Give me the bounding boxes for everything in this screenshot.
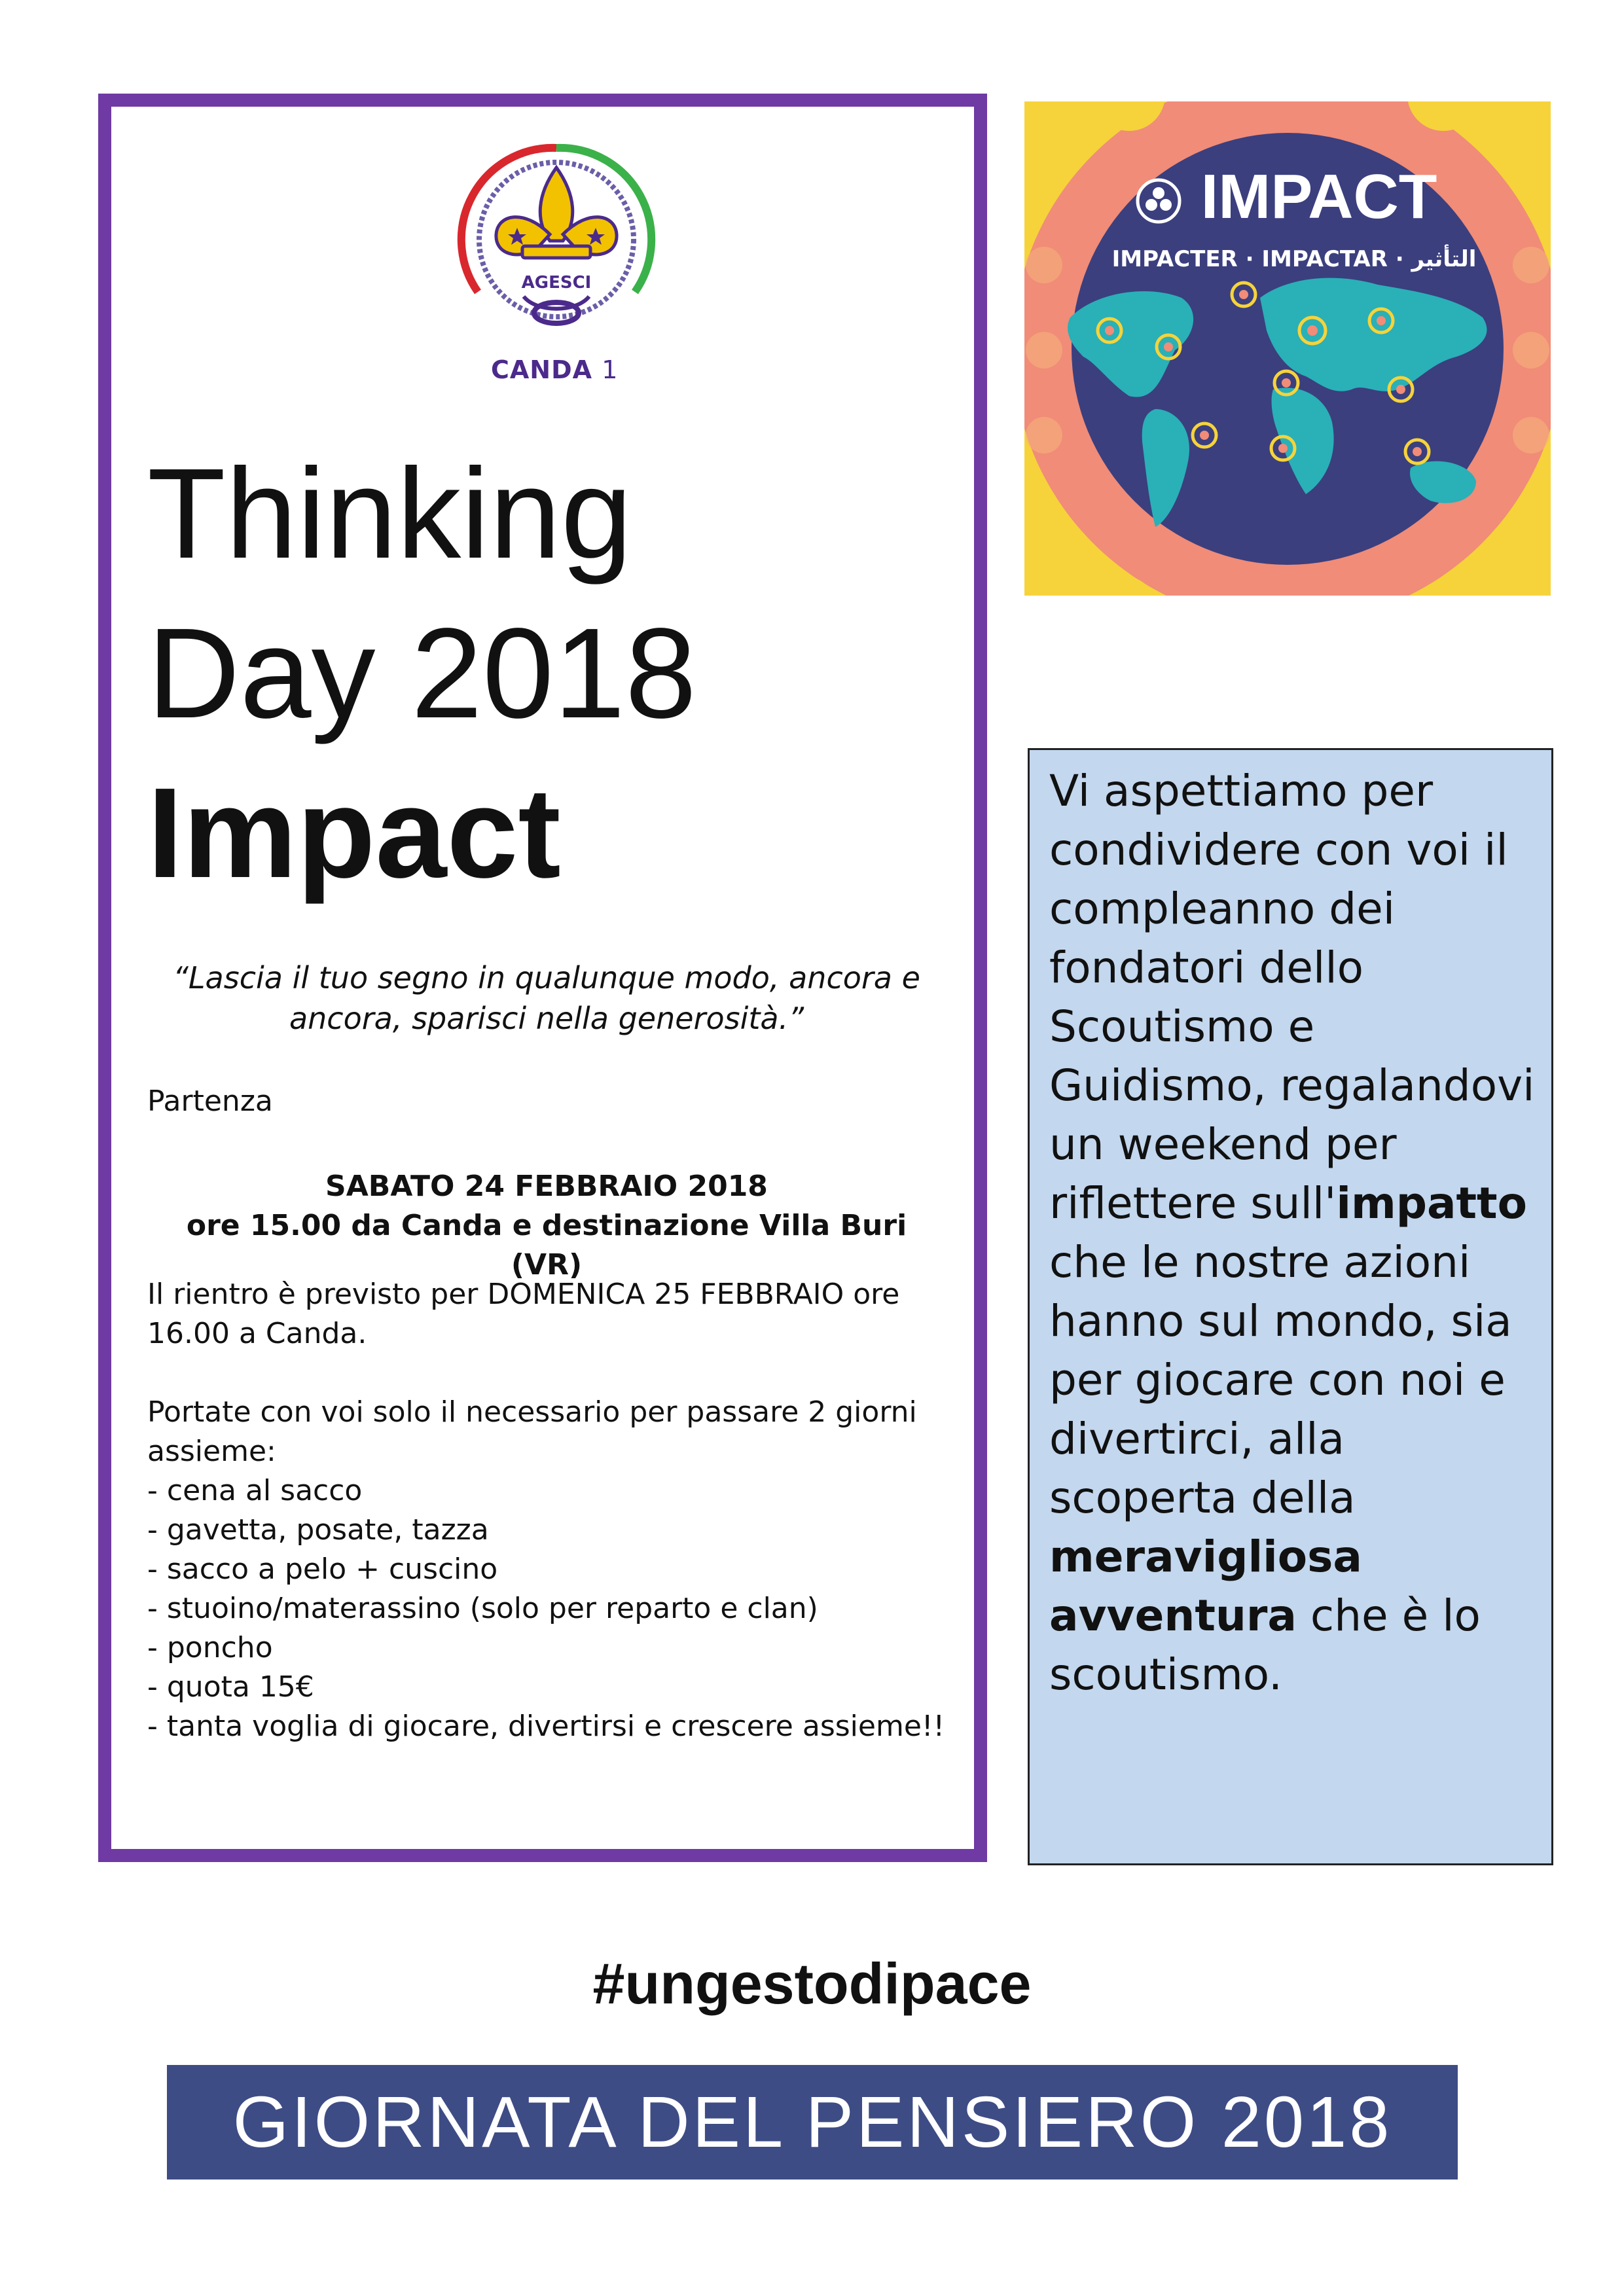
return-info: Il rientro è previsto per DOMENICA 25 FEBBRAIO ore 16.00 a Canda. [147,1278,900,1350]
invitation-text-part-1: Vi aspettiamo per condividere con voi il compleanno dei fondatori dello Scoutismo e Guidismo, regalandovi un weekend per riflettere sull' [1049,766,1535,1229]
poster-subtitle: IMPACTER · IMPACTAR · التأثير [1111,246,1477,272]
agesci-badge-text: AGESCI [521,273,592,293]
group-name [491,355,618,384]
packing-intro: Portate con voi solo il necessario per passare 2 giorni assieme: [147,1395,917,1468]
group-prefix: CANDA [491,355,593,384]
departure-date: SABATO 24 FEBBRAIO 2018 [325,1170,768,1203]
list-item: - gavetta, posate, tazza [147,1511,952,1550]
quote: “Lascia il tuo segno in qualunque modo, ancora e ancora, sparisci nella generosità.” [173,960,920,1036]
impact-poster [1024,101,1551,596]
invitation-text-part-2: che le nostre azioni hanno sul mondo, sia per giocare con noi e divertirci, alla scoperta della [1049,1237,1512,1523]
invitation-text-box [1028,748,1553,1865]
title-line-1: Thinking [147,442,632,585]
agesci-logo [452,136,661,352]
packing-section [147,1393,952,1746]
departure-info [151,1167,943,1285]
list-item: - tanta voglia di giocare, divertirsi e crescere assieme!! [147,1707,952,1746]
event-title [147,434,696,913]
title-line-2: Day 2018 [147,601,697,745]
poster-title: IMPACT [1200,162,1437,232]
packing-list [147,1471,952,1746]
hashtag: #ungestodipace [592,1951,1032,2016]
title-line-3: Impact [147,761,561,905]
list-item: - quota 15€ [147,1668,952,1707]
invitation-emphasis-impact: impatto [1336,1178,1527,1229]
departure-details: ore 15.00 da Canda e destinazione Villa Buri (VR) [186,1209,907,1282]
invitation-text-part-3: che è lo scoutismo. [1049,1590,1481,1700]
list-item: - stuoino/materassino (solo per reparto e clan) [147,1589,952,1628]
group-number: 1 [602,355,619,384]
event-flyer-frame [98,94,987,1862]
list-item: - poncho [147,1628,952,1668]
list-item: - sacco a pelo + cuscino [147,1550,952,1589]
list-item: - cena al sacco [147,1471,952,1511]
footer-banner: GIORNATA DEL PENSIERO 2018 [167,2065,1458,2179]
invitation-emphasis-adventure: meravigliosa avventura [1049,1532,1362,1641]
departure-label: Partenza [147,1085,273,1118]
